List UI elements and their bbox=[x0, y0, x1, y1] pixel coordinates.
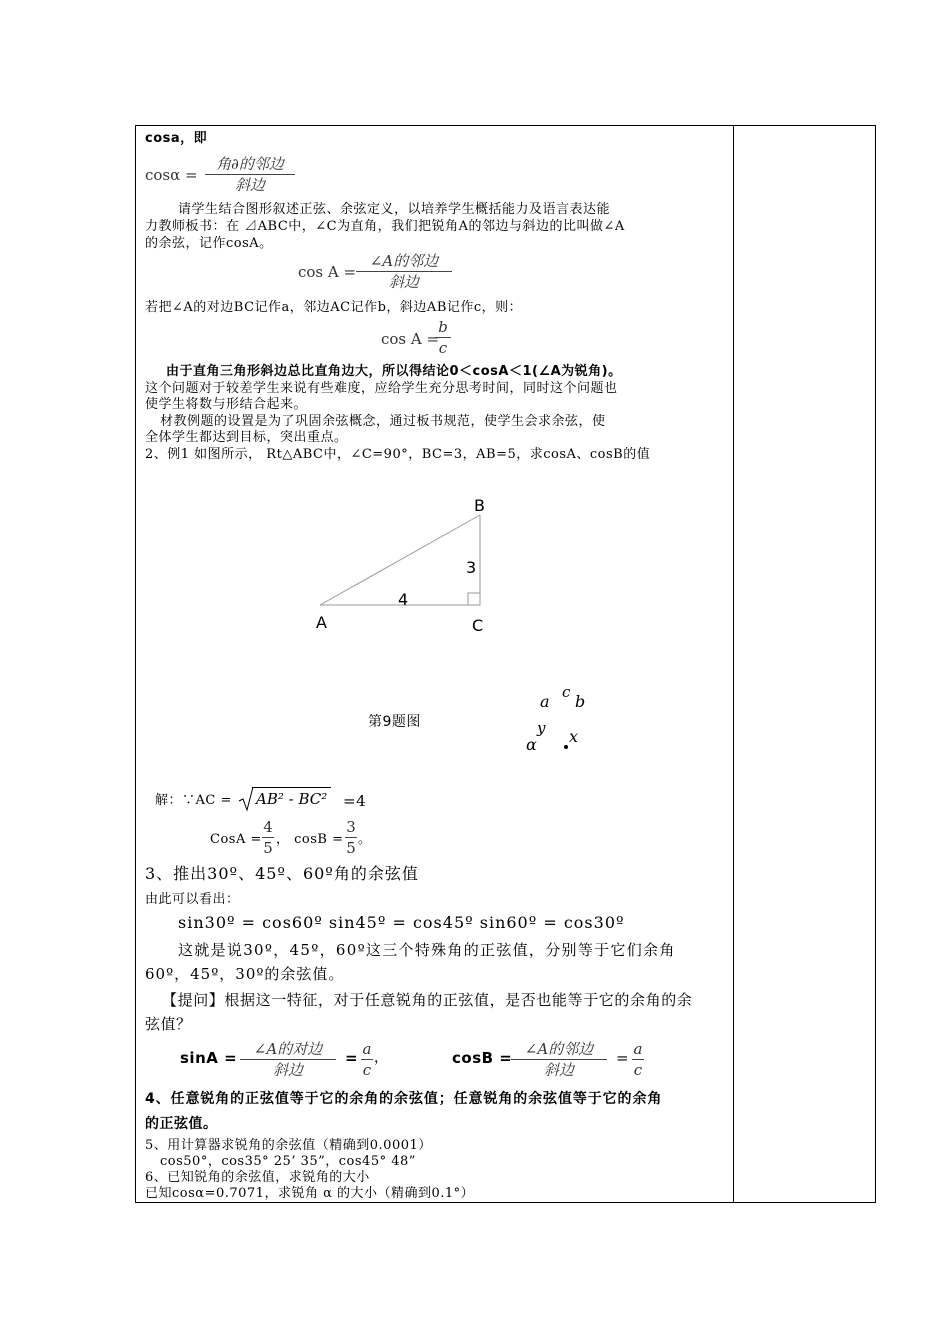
side-bc-label: 3 bbox=[466, 558, 477, 577]
solution-result: =4 bbox=[343, 792, 367, 810]
question-line-1: 【提问】根据这一特征，对于任意锐角的正弦值，是否也能等于它的余角的余 bbox=[162, 991, 693, 1009]
symbol-y: y bbox=[537, 719, 546, 737]
symbol-x: x bbox=[569, 727, 579, 746]
cosB-ratio-numerator: a bbox=[633, 1040, 643, 1058]
explain-line-1: 这就是说30º，45º，60º这三个特殊角的正弦值，分别等于它们余角 bbox=[178, 941, 676, 959]
cosA-value-fraction bbox=[262, 818, 274, 857]
step6-detail: 已知cosα=0.7071，求锐角 α 的大小（精确到0.1°） bbox=[145, 1186, 475, 1201]
cosB-value-numerator: 3 bbox=[346, 818, 356, 836]
cosA-value-numerator: 4 bbox=[263, 818, 273, 836]
table-column-divider bbox=[733, 125, 734, 1203]
cos-alpha-denominator: 斜边 bbox=[234, 176, 265, 194]
sinA-comma: ， bbox=[374, 1050, 389, 1066]
cosA2-numerator: b bbox=[438, 318, 448, 336]
vertex-b-label: B bbox=[474, 496, 485, 515]
symbol-c: c bbox=[562, 683, 571, 701]
cosA-numerator: ∠A的邻边 bbox=[369, 252, 439, 270]
sides-line: 若把∠A的对边BC记作a，邻边AC记作b，斜边AB记作c，则： bbox=[145, 300, 523, 315]
cosB-equals: = bbox=[616, 1049, 630, 1067]
teacher-line-3: 的余弦，记作cosA。 bbox=[145, 236, 273, 251]
cosB-value-fraction bbox=[345, 818, 357, 857]
step5-line: 5、用计算器求锐角的余弦值（精确到0.0001） bbox=[145, 1138, 432, 1153]
cosB-lhs: cosB = bbox=[452, 1049, 513, 1067]
side-ac-label: 4 bbox=[398, 590, 409, 609]
cosB-ratio-fraction bbox=[632, 1040, 644, 1079]
vertex-a-label: A bbox=[316, 613, 327, 632]
explain-line-2: 60º，45º，30º的余弦值。 bbox=[145, 965, 345, 983]
cosA-denominator: 斜边 bbox=[388, 273, 419, 291]
cosB-fraction bbox=[511, 1040, 607, 1079]
note-line-3: 材教例题的设置是为了巩固余弦概念，通过板书规范，使学生会求余弦，使 bbox=[160, 414, 606, 429]
step3-line: 3、推出30º、45º、60º角的余弦值 bbox=[145, 864, 419, 883]
solution-prefix: 解：∵AC = bbox=[155, 793, 232, 808]
step6-line: 6、已知锐角的余弦值，求锐角的大小 bbox=[145, 1170, 370, 1185]
sinA-lhs: sinA = bbox=[180, 1049, 238, 1067]
cosB-denominator: 斜边 bbox=[543, 1061, 574, 1079]
rule-line-1: 4、任意锐角的正弦值等于它的余角的余弦值；任意锐角的余弦值等于它的余角 bbox=[145, 1091, 663, 1107]
example-line: 2、例1 如图所示， Rt△ABC中，∠C=90°，BC=3，AB=5，求cosA、cosB的值 bbox=[145, 447, 651, 462]
cosB-value-suffix: 。 bbox=[358, 832, 372, 847]
triangle-figure bbox=[300, 490, 520, 640]
teacher-line-1: 请学生结合图形叙述正弦、余弦定义，以培养学生概括能力及语言表达能 bbox=[178, 202, 611, 217]
cos-alpha-lhs: cosα = bbox=[145, 166, 198, 184]
note-line-1: 这个问题对于较差学生来说有些难度，应给学生充分思考时间，同时这个问题也 bbox=[145, 381, 618, 396]
teacher-line-2: 力教师板书：在 ⊿ABC中，∠C为直角，我们把锐角A的邻边与斜边的比叫做∠A bbox=[145, 219, 625, 234]
cosA-fraction bbox=[356, 252, 452, 291]
sinA-ratio-numerator: a bbox=[362, 1040, 372, 1058]
rule-line-2: 的正弦值。 bbox=[145, 1116, 218, 1132]
right-angle-mark bbox=[468, 593, 480, 605]
identities-line: sin30º = cos60º sin45º = cos45º sin60º = cos30º bbox=[178, 913, 625, 932]
sinA-ratio-denominator: c bbox=[362, 1061, 372, 1079]
cosB-numerator: ∠A的邻边 bbox=[524, 1040, 594, 1058]
sinA-equals: = bbox=[345, 1049, 359, 1067]
cos-alpha-numerator: 角∂的邻边 bbox=[216, 155, 284, 173]
symbol-alpha: α bbox=[526, 735, 537, 754]
sinA-numerator: ∠A的对边 bbox=[253, 1040, 323, 1058]
cosA2-fraction bbox=[435, 318, 451, 357]
cosA-value-denominator: 5 bbox=[263, 839, 273, 857]
symbol-dot bbox=[564, 745, 568, 749]
sinA-ratio-fraction bbox=[361, 1040, 373, 1079]
observe-line: 由此可以看出： bbox=[145, 892, 240, 907]
question-line-2: 弦值？ bbox=[145, 1015, 192, 1033]
figure-caption: 第9题图 bbox=[368, 714, 421, 730]
note-line-4: 全体学生都达到目标，突出重点。 bbox=[145, 430, 348, 445]
symbol-b: b bbox=[575, 692, 586, 711]
conclusion-line: 由于直角三角形斜边总比直角边大，所以得结论0＜cosA＜1(∠A为锐角)。 bbox=[166, 364, 622, 379]
cosA2-denominator: c bbox=[438, 339, 448, 357]
step5-values: cos50°，cos35° 25’ 35”，cos45° 48” bbox=[160, 1154, 416, 1169]
line-cosa: cosa，即 bbox=[145, 131, 208, 146]
symbol-a: a bbox=[540, 692, 550, 711]
cosA-lhs: cos A = bbox=[298, 263, 357, 281]
solution-sqrt: AB² - BC² bbox=[252, 787, 331, 808]
vertex-c-label: C bbox=[472, 616, 484, 635]
cosB-value-prefix: ， cosB = bbox=[276, 832, 344, 847]
cosB-value-denominator: 5 bbox=[346, 839, 356, 857]
cosA-value-prefix: CosA = bbox=[210, 832, 262, 847]
sinA-fraction bbox=[240, 1040, 336, 1079]
cos-alpha-fraction bbox=[205, 155, 295, 194]
note-line-2: 使学生将数与形结合起来。 bbox=[145, 397, 308, 412]
sinA-denominator: 斜边 bbox=[272, 1061, 303, 1079]
cosA2-lhs: cos A = bbox=[381, 330, 440, 348]
cosB-ratio-denominator: c bbox=[633, 1061, 643, 1079]
